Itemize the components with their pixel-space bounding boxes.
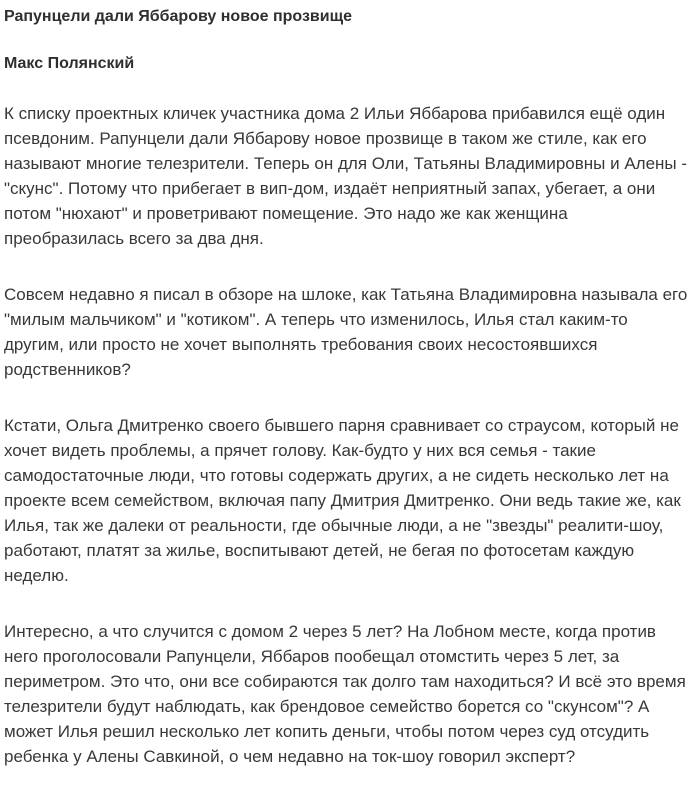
article-paragraph: Кстати, Ольга Дмитренко своего бывшего парня сравнивает со страусом, который не хочет видеть проблемы, а прячет голову. Как-будто у них вся семья - такие самодостаточные люди, что готовы содержать других, а не сидеть несколько лет на проекте всем семейством, включая папу Дмитрия Дмитренко. Они ведь такие же, как Илья, так же далеки от реальности, где обычные люди, а не "звезды" реалити-шоу, работают, платят за жилье, воспитывают детей, не бегая по фотосетам каждую неделю. bbox=[4, 416, 681, 585]
article-paragraph: К списку проектных кличек участника дома 2 Ильи Яббарова прибавился ещё один псевдоним. Рапунцели дали Яббарову новое прозвище в таком же стиле, как его называют многие телезрители. Теперь он для Оли, Татьяны Владимировны и Алены - "скунс". Потому что прибегает в вип-дом, издаёт неприятный запах, убегает, а они потом "нюхают" и проветривают помещение. Это надо же как женщина преобразилась всего за два дня. bbox=[4, 104, 688, 248]
article-paragraph: Интересно, а что случится с домом 2 через 5 лет? На Лобном месте, когда против него проголосовали Рапунцели, Яббаров пообещал отомстить через 5 лет, за периметром. Это что, они все собираются так долго там находиться? И всё это время телезрители будут наблюдать, как брендовое семейство борется со "скунсом"? А может Илья решил несколько лет копить деньги, чтобы потом через суд отсудить ребенка у Алены Савкиной, о чем недавно на ток-шоу говорил эксперт? bbox=[4, 622, 686, 766]
article-paragraph: Совсем недавно я писал в обзоре на шлоке, как Татьяна Владимировна называла его "милым мальчиком" и "котиком". А теперь что изменилось, Илья стал каким-то другим, или просто не хочет выполнять требования своих несостоявшихся родственников? bbox=[4, 285, 688, 379]
article-body bbox=[4, 101, 691, 769]
article-author: Макс Полянский bbox=[4, 55, 135, 72]
article-title: Рапунцели дали Яббарову новое прозвище bbox=[4, 8, 352, 25]
